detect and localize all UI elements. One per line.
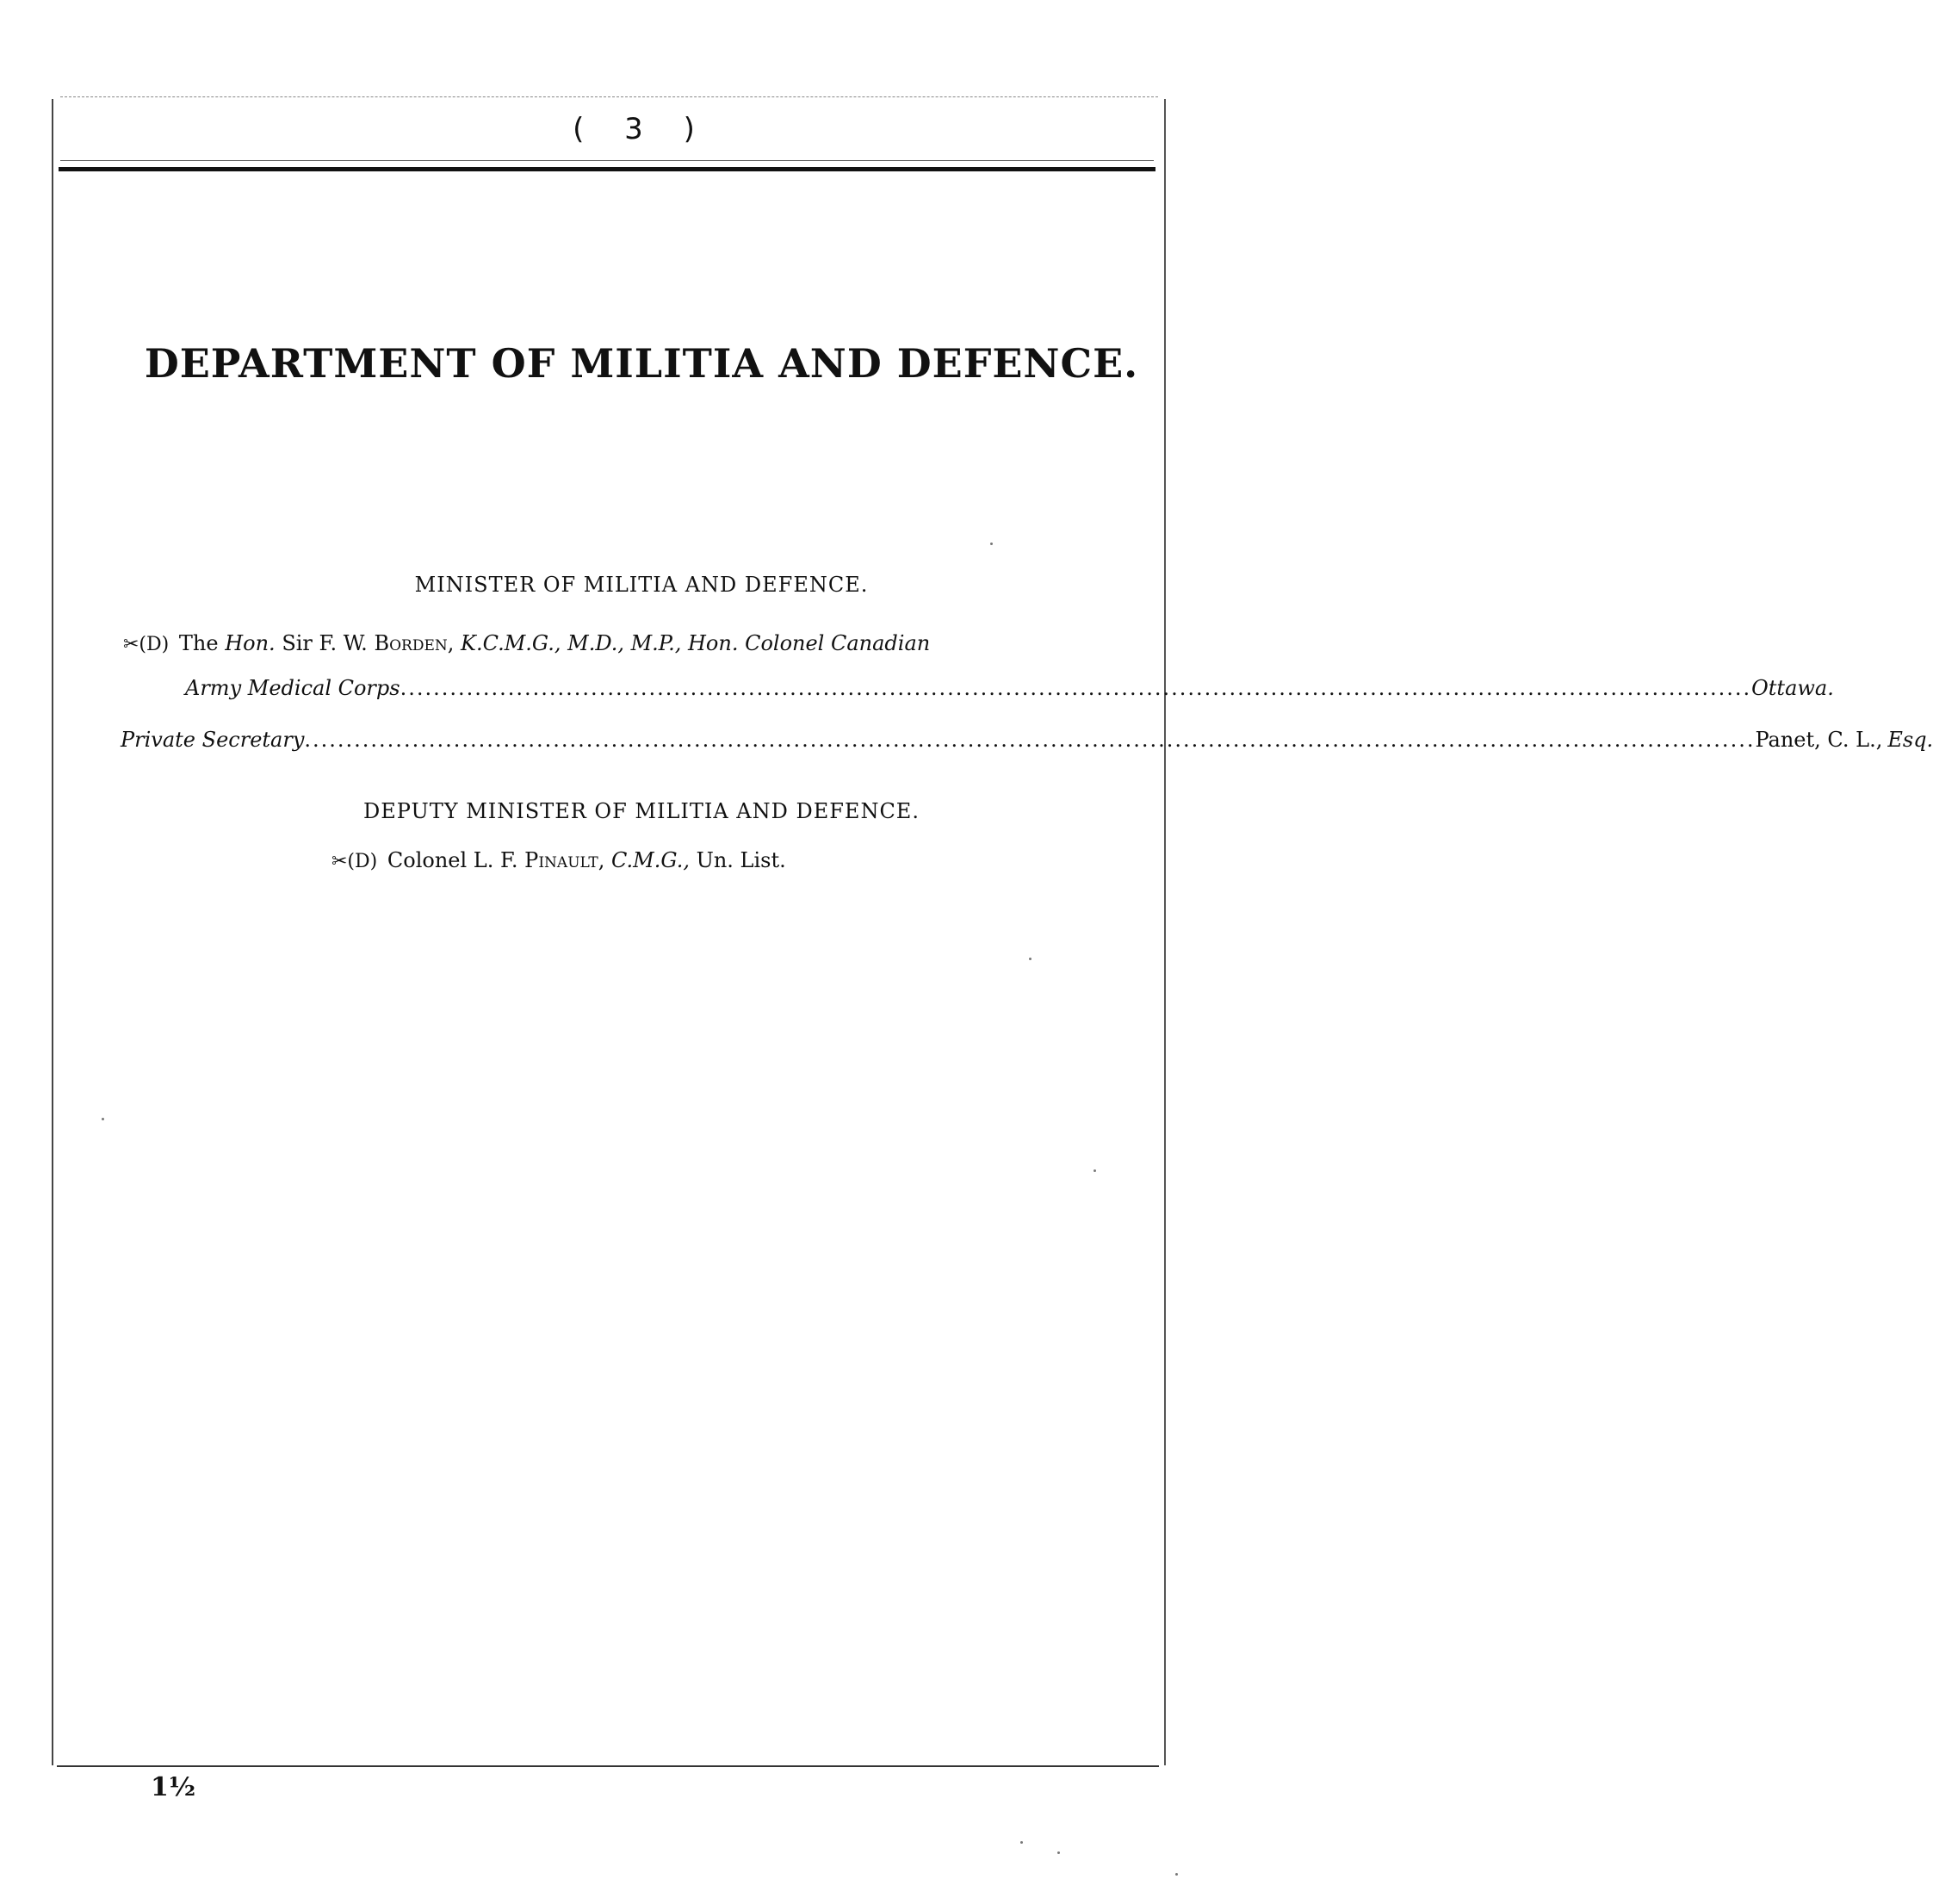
deputy-list: Un. List. bbox=[696, 848, 786, 872]
dot-leader: ............................................................................................................................................................................... bbox=[304, 728, 1756, 752]
deputy-entry-line bbox=[331, 848, 786, 872]
frame-top-border bbox=[60, 96, 1158, 97]
speck bbox=[1020, 1841, 1023, 1844]
scissors-mark-icon: ✂(D) bbox=[123, 634, 170, 655]
minister-surname: Borden, bbox=[374, 631, 455, 655]
deputy-heading: DEPUTY MINISTER OF MILITIA AND DEFENCE. bbox=[363, 799, 920, 823]
deputy-post-nominals: C.M.G., bbox=[611, 848, 690, 872]
speck bbox=[990, 543, 993, 545]
speck bbox=[102, 1118, 104, 1120]
speck bbox=[1029, 958, 1032, 960]
minister-prefix: The bbox=[178, 631, 219, 655]
dot-leader: ................................................................................................................................................................... bbox=[400, 676, 1752, 700]
bottom-rule bbox=[57, 1765, 1159, 1767]
page-number: ( 3 ) bbox=[573, 112, 710, 146]
deputy-rank: Colonel L. F. bbox=[387, 848, 518, 872]
page-title: DEPARTMENT OF MILITIA AND DEFENCE. bbox=[144, 340, 1139, 387]
minister-heading: MINISTER OF MILITIA AND DEFENCE. bbox=[414, 573, 869, 597]
speck bbox=[1057, 1851, 1060, 1854]
minister-entry-line-1 bbox=[123, 631, 930, 655]
minister-honorific: Hon. bbox=[225, 631, 276, 655]
minister-name-pre: Sir F. W. bbox=[282, 631, 368, 655]
scissors-mark-icon: ✂(D) bbox=[331, 851, 378, 872]
speck bbox=[1175, 1873, 1178, 1876]
minister-post-nominals: K.C.M.G., M.D., M.P., bbox=[461, 631, 682, 655]
header-rule-thick bbox=[59, 167, 1155, 171]
header-rule-thin bbox=[60, 160, 1154, 161]
secretary-label: Private Secretary bbox=[121, 728, 305, 752]
speck bbox=[1094, 1169, 1096, 1172]
secretary-line bbox=[121, 728, 1933, 752]
minister-entry-line-2 bbox=[185, 676, 1834, 700]
signature-mark: 1½ bbox=[151, 1772, 196, 1802]
minister-role: Hon. Colonel Canadian bbox=[687, 631, 931, 655]
deputy-surname: Pinault, bbox=[524, 848, 605, 872]
secretary-name: Panet, C. L., bbox=[1755, 728, 1883, 752]
minister-role-cont: Army Medical Corps bbox=[185, 676, 400, 700]
minister-place: Ottawa. bbox=[1751, 676, 1834, 700]
secretary-suffix: Esq. bbox=[1887, 728, 1933, 752]
